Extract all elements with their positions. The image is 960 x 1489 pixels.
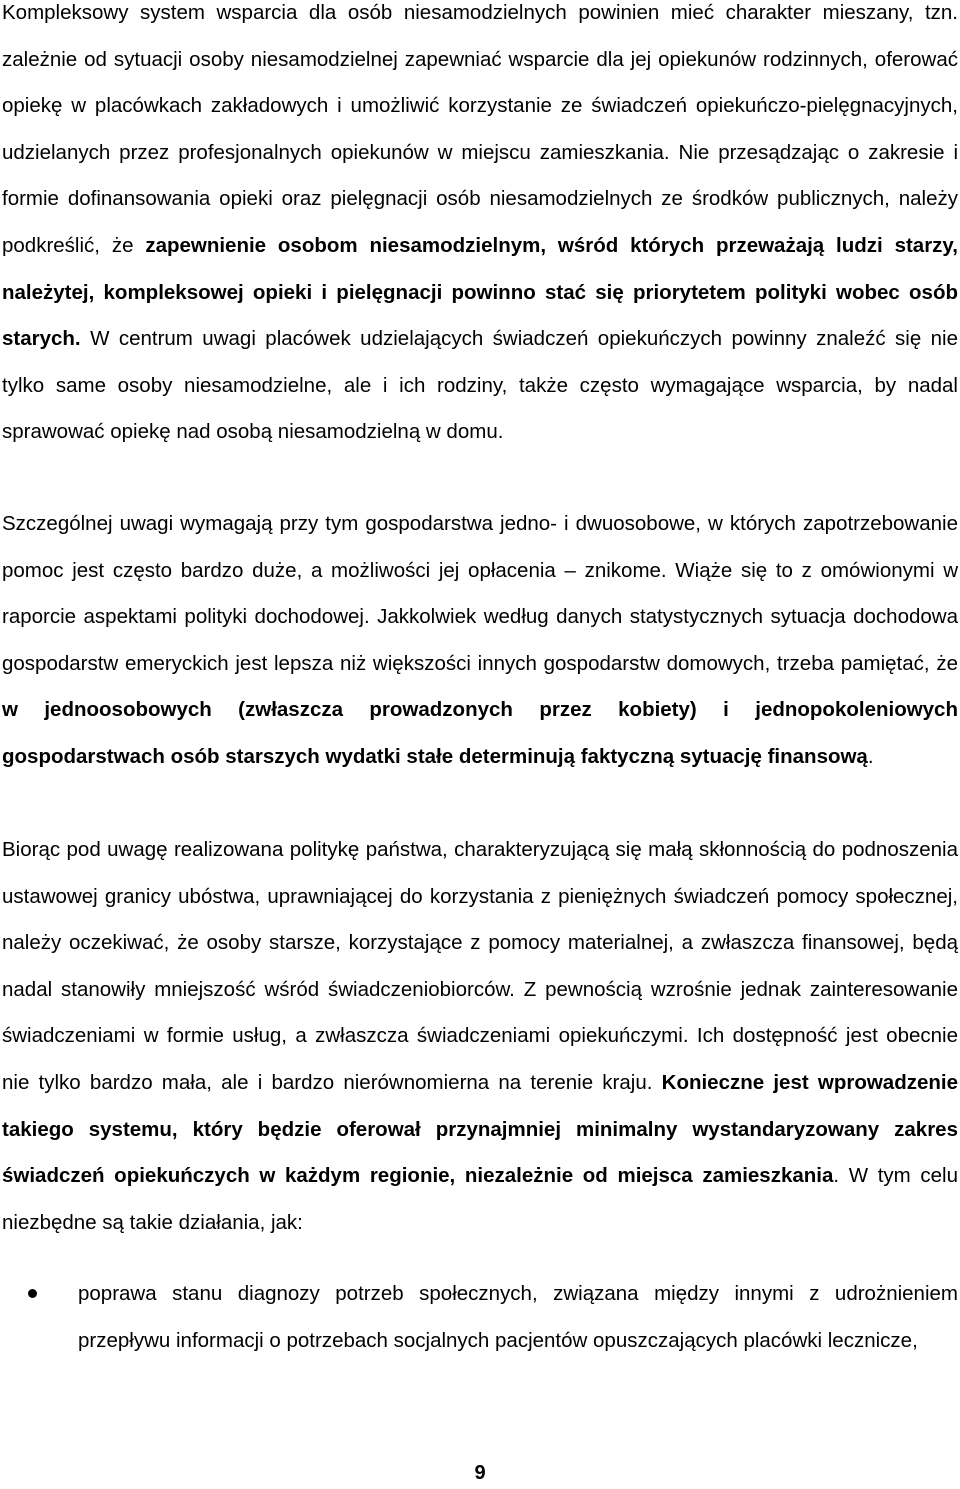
paragraph-2-text-end: . bbox=[867, 744, 874, 768]
paragraph-3-bold-text: Konieczne jest wprowadzenie takiego systemu, który będzie oferował przynajmniej minimalny wystandaryzowany zakres świadczeń opiekuńczych w każdym regionie, niezależnie od miejsca zamieszkania bbox=[2, 1070, 959, 1188]
list-item bbox=[0, 1270, 958, 1364]
bullet-list bbox=[0, 1270, 960, 1364]
paragraph-2-bold-text: w jednoosobowych (zwłaszcza prowadzonych przez kobiety) i jednopokoleniowych gospodarstwach osób starszych wydatki stałe determinują faktyczną sytuację finansową bbox=[2, 698, 958, 768]
paragraph-1-text-end: W centrum uwagi placówek udzielających świadczeń opiekuńczych powinny znaleźć się nie tylko same osoby niesamodzielne, ale i ich rodziny, także często wymagające wsparcia, by nadal sprawować opiekę nad osobą niesamodzielną w domu. bbox=[2, 327, 958, 444]
list-item-text: poprawa stanu diagnozy potrzeb społecznych, związana między innymi z udrożnieniem przepływu informacji o potrzebach socjalnych pacjentów opuszczających placówki lecznicze, bbox=[78, 1282, 958, 1352]
paragraph-1 bbox=[0, 0, 958, 456]
paragraph-2 bbox=[0, 501, 958, 781]
paragraph-1-bold-text: zapewnienie osobom niesamodzielnym, wśród których przeważają ludzi starzy, należytej, kompleksowej opieki i pielęgnacji powinno stać się priorytetem polityki wobec osób starych. bbox=[2, 233, 958, 351]
page-number: 9 bbox=[474, 1462, 486, 1484]
paragraph-1-text: Kompleksowy system wsparcia dla osób niesamodzielnych powinien mieć charakter mieszany, tzn. zależnie od sytuacji osoby niesamodzielnej zapewniać wsparcie dla jej opiekunów rodzinnych, oferować opiekę w placówkach zakładowych i umożliwić korzystanie ze świadczeń opiekuńczo-pielęgnacyjnych, udzielanych przez profesjonalnych opiekunów w miejscu zamieszkania. Nie przesądzając o zakresie i formie dofinansowania opieki oraz pielęgnacji osób niesamodzielnych ze środków publicznych, należy podkreślić, że bbox=[2, 1, 958, 257]
paragraph-2-text: Szczególnej uwagi wymagają przy tym gospodarstwa jedno- i dwuosobowe, w których zapotrzebowanie pomoc jest często bardzo duże, a możliwości jej opłacenia – znikome. Wiąże się to z omówionymi w raporcie aspektami polityki dochodowej. Jakkolwiek według danych statystycznych sytuacja dochodowa gospodarstw emeryckich jest lepsza niż większości innych gospodarstw domowych, trzeba pamiętać, że bbox=[2, 512, 958, 675]
bullet-icon bbox=[28, 1289, 37, 1298]
paragraph-3 bbox=[0, 827, 958, 1246]
paragraph-3-text-end: . W tym celu niezbędne są takie działania, jak: bbox=[2, 1164, 958, 1234]
paragraph-3-text: Biorąc pod uwagę realizowana politykę państwa, charakteryzującą się małą skłonnością do podnoszenia ustawowej granicy ubóstwa, uprawniającej do korzystania z pieniężnych świadczeń pomocy społecznej, należy oczekiwać, że osoby starsze, korzystające z pomocy materialnej, a zwłaszcza finansowej, będą nadal stanowiły mniejszość wśród świadczeniobiorców. Z pewnością wzrośnie jednak zainteresowanie świadczeniami w formie usług, a zwłaszcza świadczeniami opiekuńczymi. Ich dostępność jest obecnie nie tylko bardzo mała, ale i bardzo nierównomierna na terenie kraju. bbox=[2, 838, 958, 1094]
